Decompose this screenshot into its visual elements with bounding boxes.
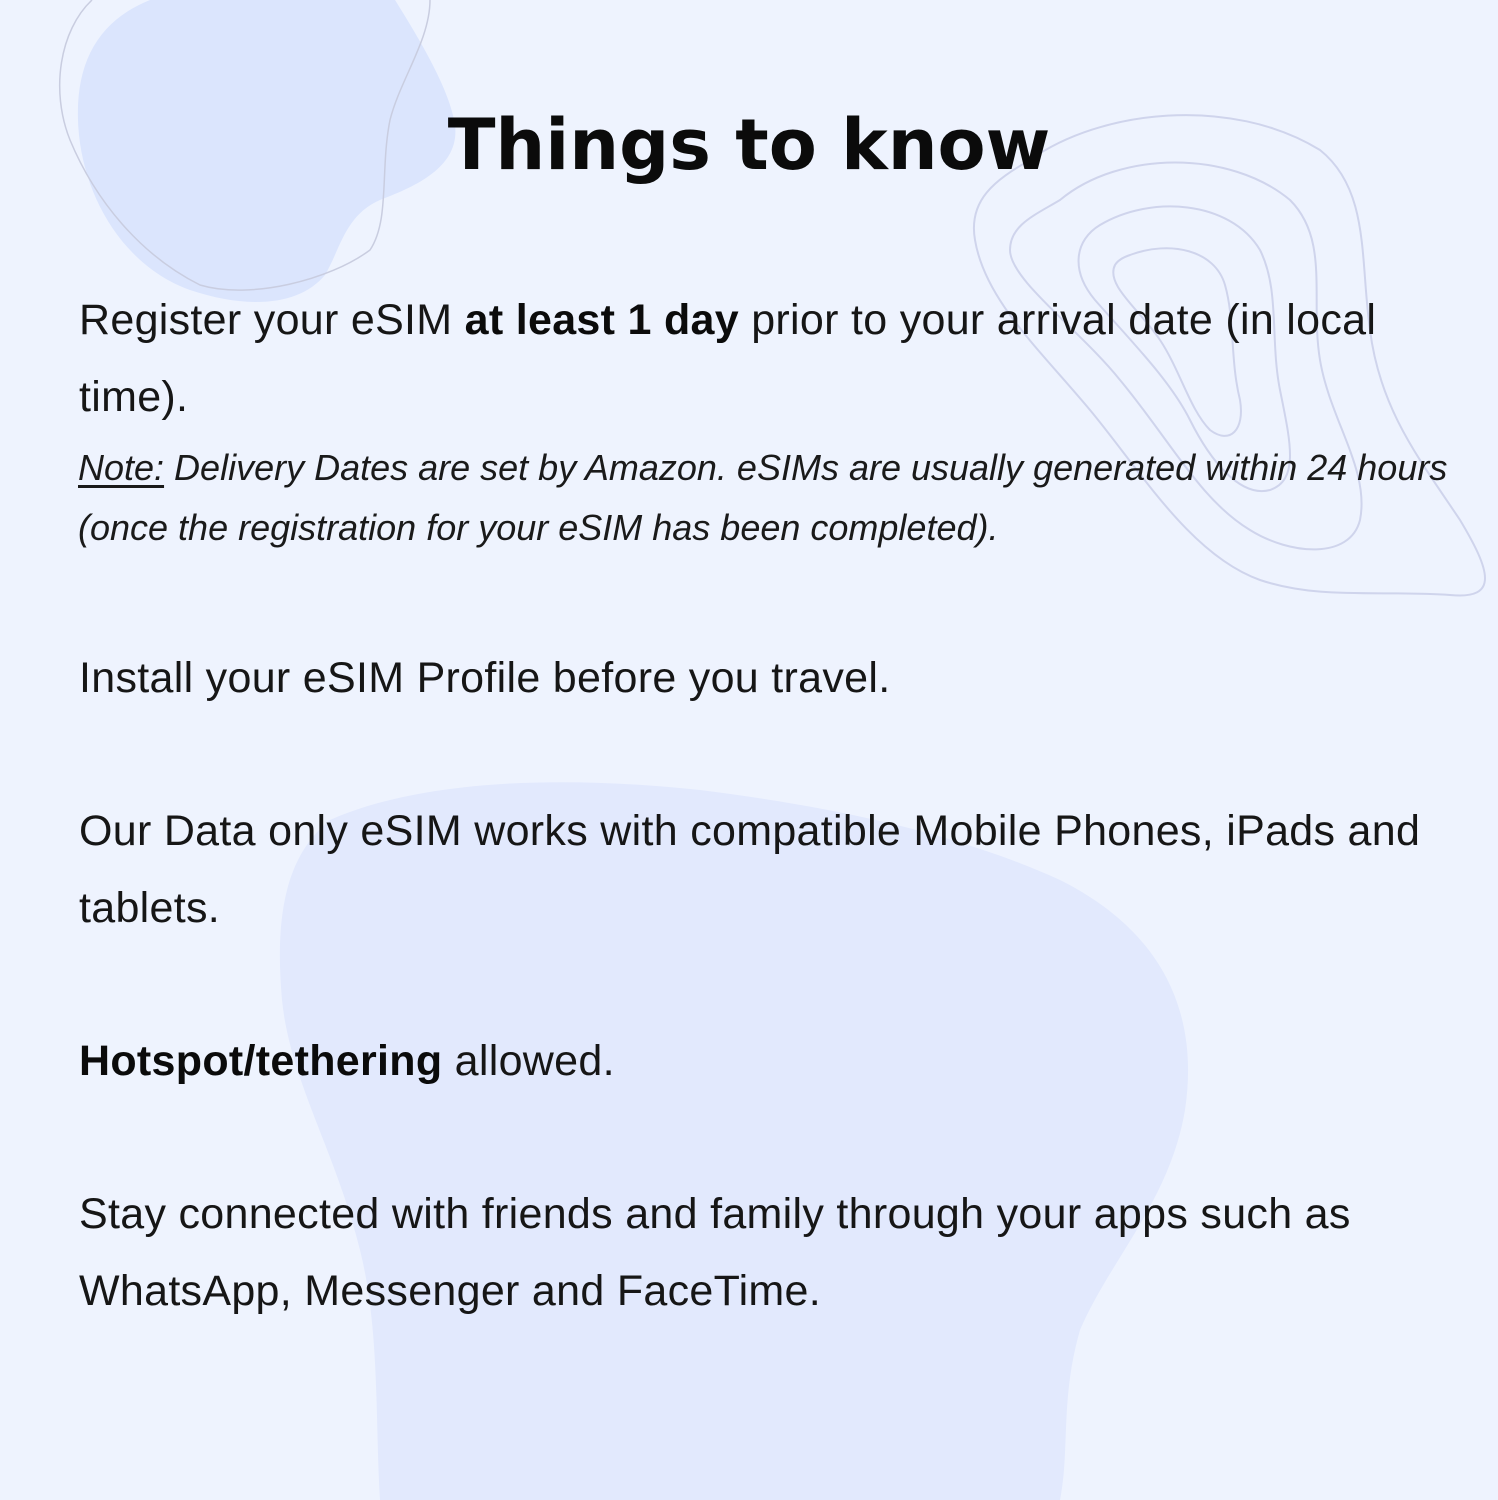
note-label: Note: — [78, 447, 165, 488]
hotspot-text-bold: Hotspot/tethering — [79, 1037, 443, 1085]
page-title: Things to know — [447, 104, 1051, 186]
stay-connected-item: Stay connected with friends and family through your apps such as WhatsApp, Messenger and FaceTime. — [79, 1190, 1351, 1315]
hotspot-text-post: allowed. — [442, 1037, 615, 1085]
install-profile-item: Install your eSIM Profile before you travel. — [79, 654, 891, 702]
compatible-devices-item: Our Data only eSIM works with compatible Mobile Phones, iPads and tablets. — [79, 807, 1421, 932]
note-text: Delivery Dates are set by Amazon. eSIMs are usually generated within 24 hours (once the registration for your eSIM has been completed). — [78, 447, 1448, 548]
register-text-post: prior to your arrival date (in local time). — [79, 296, 1377, 421]
register-text-bold: at least 1 day — [464, 296, 739, 344]
hotspot-item — [79, 1023, 1439, 1100]
register-text-pre: Register your eSIM — [79, 296, 465, 344]
delivery-note — [78, 438, 1458, 558]
register-esim-item — [79, 282, 1439, 436]
